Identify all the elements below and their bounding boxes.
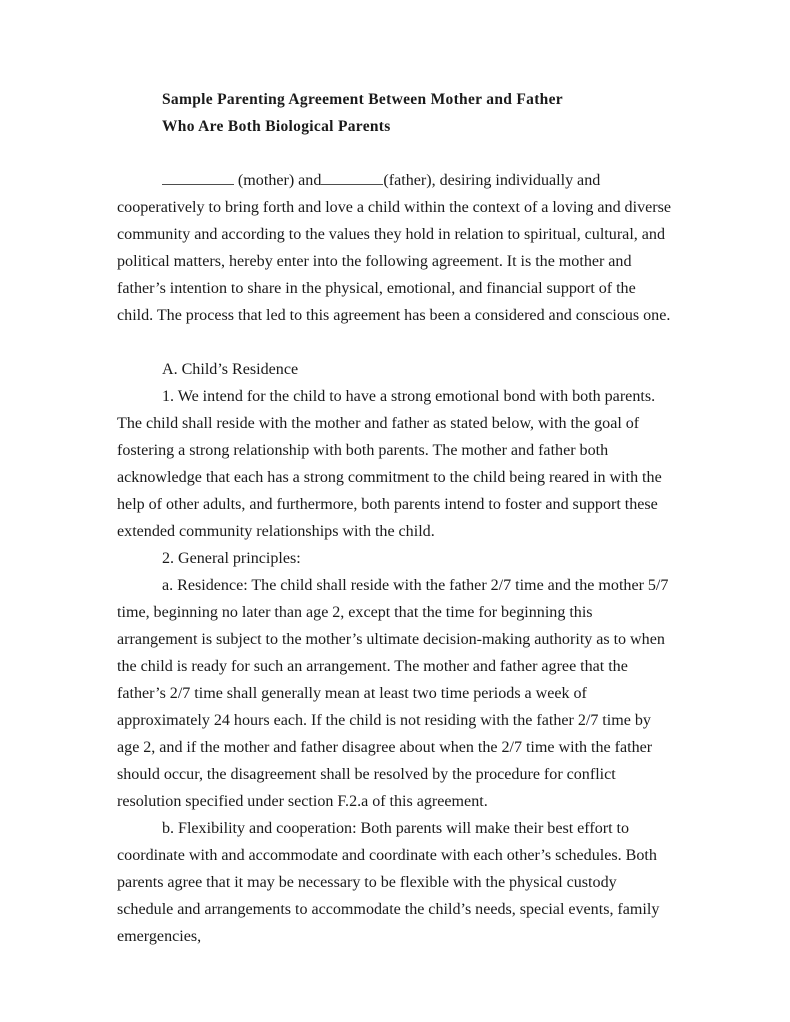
- section-a-heading: A. Child’s Residence: [162, 361, 299, 378]
- section-a-item-2: 2. General principles:: [162, 550, 301, 567]
- section-a-item-2b-text-tail: family emergencies,: [117, 901, 660, 945]
- intro-text-after-mother-blank: (mother) and: [234, 172, 322, 189]
- intro-section-spacer: [117, 329, 673, 356]
- title-body-spacer: [117, 140, 673, 167]
- section-a-item-2b: [117, 815, 673, 950]
- section-a-item-1: 1. We intend for the child to have a strong emotional bond with both parents. The child shall reside with the mother and father as stated below, with the goal of fostering a strong relationship with both parents. The mother and father both acknowledge that each has a strong commitment to the child being reared in with the help of other adults, and furthermore, both parents intend to foster and support these extended community relationships with the child.: [117, 388, 662, 540]
- document-body: [117, 86, 673, 950]
- section-a-item-2b-text: b. Flexibility and cooperation: Both parents will make their best effort to coordinate with and accommodate and coordinate with each other’s schedules. Both parents agree that it may be necessary to be flexible with the physical custody schedule and arrangements to accommodate the child’s needs, special events,: [117, 820, 657, 918]
- intro-text-body: (father), desiring individually and cooperatively to bring forth and love a child within the context of a loving and diverse community and according to the values they hold in relation to spiritual, cultural, and political matters, hereby enter into the following agreement. It is the mother and father’s intention to share in the physical, emotional, and financial support of the child. The process that led to this agreement has been a considered and conscious one.: [117, 172, 672, 324]
- mother-name-blank[interactable]: [162, 171, 234, 185]
- document-title-line-2: Who Are Both Biological Parents: [162, 118, 391, 135]
- intro-paragraph: [117, 167, 673, 329]
- document-title-line-1: Sample Parenting Agreement Between Mother and Father: [162, 91, 563, 108]
- document-title: [162, 86, 673, 140]
- father-name-blank[interactable]: [321, 171, 383, 185]
- section-a-item-2a: a. Residence: The child shall reside with the father 2/7 time and the mother 5/7 time, beginning no later than age 2, except that the time for beginning this arrangement is subject to the mother’s ultimate decision-making authority as to when the child is ready for such an arrangement. The mother and father agree that the father’s 2/7 time shall generally mean at least two time periods a week of approximately 24 hours each. If the child is not residing with the father 2/7 time by age 2, and if the mother and father disagree about when the 2/7 time with the father should occur, the disagreement shall be resolved by the procedure for conflict resolution specified under section F.2.a of this agreement.: [117, 577, 669, 810]
